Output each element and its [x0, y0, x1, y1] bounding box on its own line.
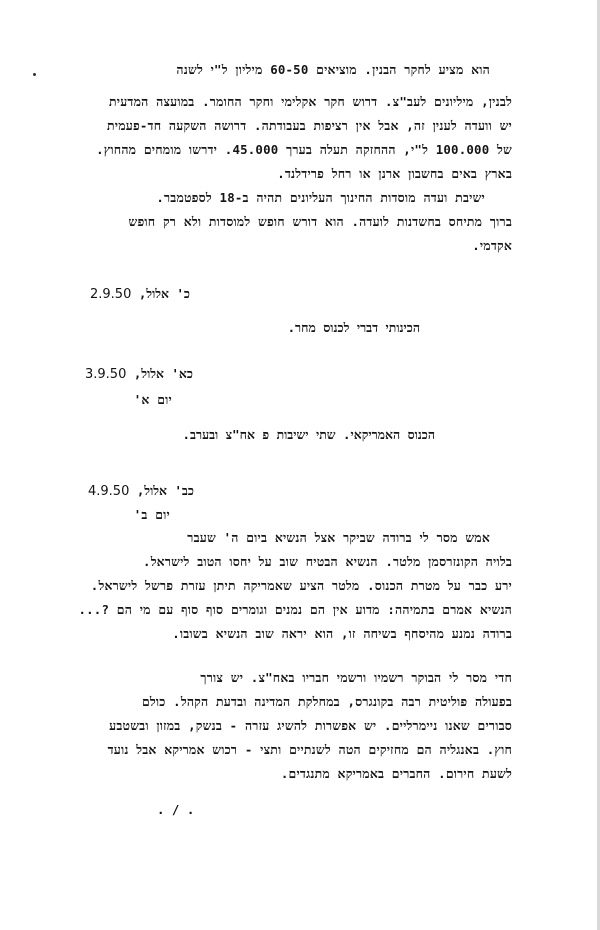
entry-day: יום א': [133, 392, 172, 407]
text-line: ירע כבר על מטרת הכנוס. מלטר הציע שאמריקה תיתן עזרת פרשל לישראל.: [90, 578, 512, 593]
entry-hebrew-date: כא' אלול,: [133, 366, 193, 381]
text-line: חוץ. באנגליה הם מחזיקים הטה לשנתיים ותצי - רכוש אמריקא אבל נועד: [107, 742, 512, 757]
text-line: לבנין, מיליונים לעב"צ. דרוש חקר אקלימי וחקר החומר. במועצה המדעית: [109, 94, 512, 109]
entry-hebrew-date: כ' אלול,: [138, 286, 190, 301]
text-line: סבורים שאנו ניימרליים. יש אפשרות להשיג עזרה - בנשק, במזון ובשטבע: [109, 718, 512, 733]
entry-date-heading: [85, 366, 193, 382]
text-line: חדי מסר לי הבוקר רשמיו ורשמי חבריו באח"צ. יש צורך: [200, 670, 512, 685]
text-line: בפעולה פוליטית רבה בקונגרס, במחלקת המדינה ובדעת הקהל. כולם: [141, 694, 512, 709]
text-line: של 100.000 ל"י, ההחזקה תעלה בערך 45.000. ידרשו מומחים מהחוץ.: [96, 142, 512, 157]
entry-day: יום ב': [133, 507, 170, 522]
text-line: ישיבת ועדה מוסדות החינוך העליונים תהיה ב-18 לספטמבר.: [156, 190, 485, 205]
entry-gregorian-date: 4.9.50: [88, 484, 130, 499]
entry-hebrew-date: כב' אלול,: [136, 483, 194, 498]
text-line: בלויה הקונזרסמן מלטר. הנשיא הבטיח שוב על יחסו הטוב לישראל.: [143, 554, 512, 569]
text-line: בארץ באים בחשבון ארנן או רחל פרידלנד.: [277, 166, 512, 181]
margin-speck: [33, 73, 36, 76]
entry-text: הכינותי דברי לכנוס מחר.: [287, 320, 420, 335]
entry-text: הכנוס האמריקאי. שתי ישיבות פ אח"צ ובערב.: [182, 427, 435, 442]
text-line: הנשיא אמרם בתמיהה: מדוע אין הם נמנים וגומרים סוף סוף עם מי הם ?...: [78, 602, 512, 617]
entry-date-heading: [88, 483, 194, 499]
entry-gregorian-date: 2.9.50: [90, 287, 132, 302]
text-line: יש וועדה לענין זה, אבל אין רציפות בעבודתה. דרושה השקעה חד-פעמית: [107, 118, 512, 133]
entry-date-heading: [90, 286, 190, 302]
text-line: אקדמי.: [472, 238, 512, 253]
text-line: הוא מציע לחקר הבנין. מוציאים 60-50 מיליון ל"י לשנה: [176, 62, 490, 77]
text-line: אמש מסר לי ברודה שביקר אצל הנשיא ביום ה' שעבר: [187, 530, 490, 545]
text-line: ברוך מתיחס בחשדנות לועדה. הוא דורש חופש למוסדות ולא רק חופש: [128, 214, 512, 229]
entry-gregorian-date: 3.9.50: [85, 367, 127, 382]
text-line: ברודה נמנע מהיסחף בשיחה זו, הוא יראה שוב הנשיא בשובו.: [172, 626, 512, 641]
end-mark: . / .: [157, 802, 195, 817]
text-line: לשעת חירום. החברים באמריקא מתנגדים.: [280, 766, 512, 781]
